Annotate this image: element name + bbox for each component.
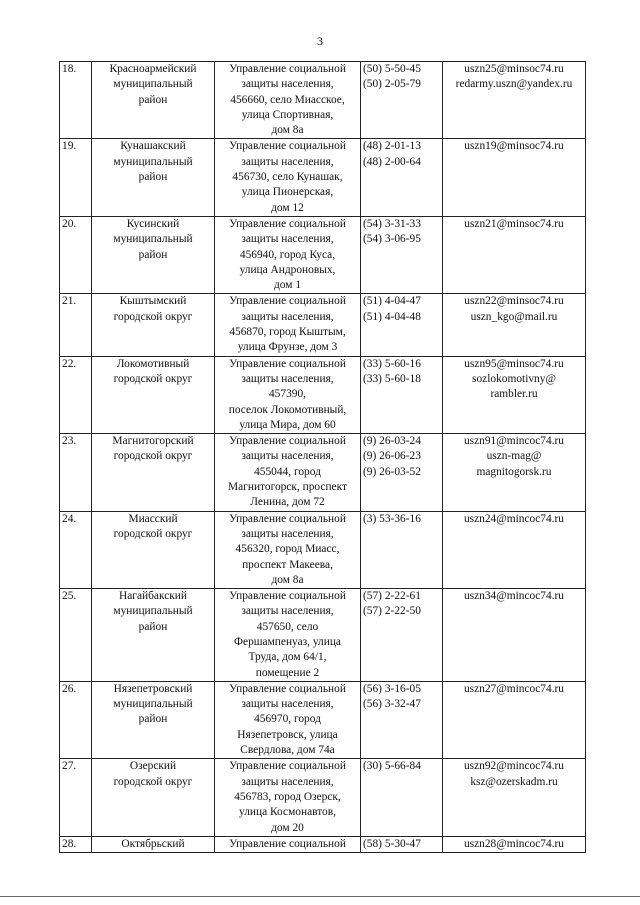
district-name-line: Нагайбакский <box>119 590 187 603</box>
phone-number: (9) 26-03-52 <box>363 465 421 478</box>
address-line: 457650, село <box>256 620 319 633</box>
phone-cell <box>361 511 443 588</box>
address-cell <box>215 216 361 293</box>
address-line: Нязепетровск, улица <box>237 728 338 741</box>
phone-number: (30) 5-66-84 <box>363 760 421 773</box>
address-line: защиты населения, <box>241 155 334 168</box>
phone-number: (33) 5-60-16 <box>363 357 421 370</box>
district-name-line: Красноармейский <box>109 63 197 75</box>
district-name-line: Озерский <box>129 760 177 773</box>
address-line: Управление социальной <box>229 140 346 153</box>
email-cell <box>443 62 586 139</box>
email-line: uszn95@minsoc74.ru <box>464 357 564 370</box>
phone-number: (57) 2-22-50 <box>363 605 421 618</box>
address-line: Управление социальной <box>229 357 346 370</box>
district-name-line: муниципальный <box>113 155 193 168</box>
district-name-cell <box>92 836 215 852</box>
phone-number: (9) 26-06-23 <box>363 450 421 463</box>
district-name-cell <box>92 511 215 588</box>
phone-number: (51) 4-04-48 <box>363 310 421 323</box>
district-name-cell <box>92 294 215 356</box>
phone-cell <box>361 836 443 852</box>
table-row <box>60 356 586 433</box>
table-row <box>60 434 586 511</box>
address-line: 456970, город <box>254 713 321 726</box>
address-cell <box>215 681 361 758</box>
address-line: Управление социальной <box>229 512 346 525</box>
address-line: 457390, <box>268 388 307 401</box>
email-cell <box>443 216 586 293</box>
district-name-line: район <box>138 171 168 184</box>
district-name-line: Нязепетровский <box>113 682 193 695</box>
email-line: uszn27@mincoc74.ru <box>463 682 564 695</box>
row-number: 21. <box>60 294 92 356</box>
address-cell <box>215 294 361 356</box>
row-number: 23. <box>60 434 92 511</box>
email-line: uszn28@mincoc74.ru <box>463 837 564 850</box>
table-row <box>60 62 586 139</box>
row-number: 22. <box>60 356 92 433</box>
address-cell <box>215 511 361 588</box>
district-name-line: Кусинский <box>126 217 180 230</box>
address-line: защиты населения, <box>241 310 334 323</box>
table-row <box>60 589 586 682</box>
table-row <box>60 139 586 216</box>
phone-number: (9) 26-03-24 <box>363 435 421 448</box>
email-line: uszn34@mincoc74.ru <box>463 590 564 603</box>
district-name-line: район <box>138 248 168 261</box>
address-line: Ленина, дом 72 <box>250 496 325 509</box>
phone-cell <box>361 681 443 758</box>
district-name-line: район <box>138 713 168 726</box>
address-line: Управление социальной <box>229 760 346 773</box>
district-name-cell <box>92 681 215 758</box>
phone-cell <box>361 216 443 293</box>
phone-cell <box>361 294 443 356</box>
email-cell <box>443 589 586 682</box>
district-name-cell <box>92 356 215 433</box>
district-name-line: Кунашакский <box>120 140 186 153</box>
address-line: Управление социальной <box>229 590 346 603</box>
address-line: защиты населения, <box>241 698 334 711</box>
table-row <box>60 681 586 758</box>
district-name-line: городской округ <box>113 527 193 540</box>
district-name-line: Октябрьский <box>121 837 185 850</box>
address-line: Управление социальной <box>229 837 346 850</box>
district-name-cell <box>92 434 215 511</box>
phone-number: (56) 3-32-47 <box>363 698 421 711</box>
address-line: дом 20 <box>271 821 304 834</box>
address-line: защиты населения, <box>241 527 334 540</box>
row-number: 28. <box>60 836 92 852</box>
row-number: 20. <box>60 216 92 293</box>
phone-number: (54) 3-06-95 <box>363 233 421 246</box>
district-name-cell <box>92 759 215 836</box>
address-line: Управление социальной <box>229 682 346 695</box>
phone-number: (54) 3-31-33 <box>363 217 421 230</box>
address-line: дом 12 <box>271 201 304 214</box>
address-line: защиты населения, <box>241 605 334 618</box>
email-cell <box>443 139 586 216</box>
row-number: 19. <box>60 139 92 216</box>
table-row <box>60 759 586 836</box>
address-cell <box>215 434 361 511</box>
district-name-line: муниципальный <box>113 233 193 246</box>
email-cell <box>443 511 586 588</box>
phone-number: (3) 53-36-16 <box>363 512 421 525</box>
district-name-cell <box>92 216 215 293</box>
address-line: проспект Макеева, <box>242 558 333 571</box>
email-line: uszn_kgo@mail.ru <box>470 310 558 323</box>
phone-number: (50) 5-50-45 <box>363 63 421 75</box>
email-line: uszn91@mincoc74.ru <box>463 435 564 448</box>
address-line: Управление социальной <box>229 63 346 75</box>
social-protection-directory-table <box>59 61 586 853</box>
district-name-cell <box>92 139 215 216</box>
address-line: защиты населения, <box>241 372 334 385</box>
email-cell <box>443 681 586 758</box>
address-line: защиты населения, <box>241 775 334 788</box>
row-number: 25. <box>60 589 92 682</box>
address-cell <box>215 356 361 433</box>
table-row <box>60 294 586 356</box>
address-cell <box>215 139 361 216</box>
address-line: Магнитогорск, проспект <box>228 481 347 494</box>
email-line: uszn-mag@ <box>486 450 542 463</box>
district-name-line: городской округ <box>113 310 193 323</box>
address-line: Управление социальной <box>229 435 346 448</box>
district-name-line: муниципальный <box>113 78 193 91</box>
phone-number: (48) 2-01-13 <box>363 140 421 153</box>
address-line: защиты населения, <box>241 78 334 91</box>
email-line: uszn22@minsoc74.ru <box>464 295 564 308</box>
address-line: Фершампенуаз, улица <box>234 635 341 648</box>
table-body <box>60 62 586 853</box>
phone-cell <box>361 356 443 433</box>
phone-cell <box>361 759 443 836</box>
email-cell <box>443 759 586 836</box>
address-line: 456783, город Озерск, <box>234 790 341 803</box>
email-line: uszn25@minsoc74.ru <box>464 63 564 75</box>
address-cell <box>215 62 361 139</box>
address-line: поселок Локомотивный, <box>228 403 347 416</box>
district-name-line: Магнитогорский <box>112 435 194 448</box>
phone-number: (50) 2-05-79 <box>363 78 421 91</box>
address-line: Управление социальной <box>229 217 346 230</box>
address-line: 456870, город Кыштым, <box>229 326 346 339</box>
address-cell <box>215 759 361 836</box>
row-number: 18. <box>60 62 92 139</box>
district-name-line: Локомотивный <box>116 357 190 370</box>
address-line: помещение 2 <box>255 666 320 679</box>
address-line: 456660, село Миасское, <box>230 93 345 106</box>
address-line: дом 8а <box>271 124 304 137</box>
phone-number: (33) 5-60-18 <box>363 372 421 385</box>
email-line: redarmy.uszn@yandex.ru <box>455 78 573 91</box>
address-line: защиты населения, <box>241 233 334 246</box>
address-line: 456320, город Миасс, <box>235 543 340 556</box>
address-line: улица Андроновых, <box>239 263 336 276</box>
address-line: Свердлова, дом 74а <box>240 744 335 757</box>
address-line: Управление социальной <box>229 295 346 308</box>
row-number: 26. <box>60 681 92 758</box>
district-name-cell <box>92 589 215 682</box>
address-cell <box>215 589 361 682</box>
phone-number: (57) 2-22-61 <box>363 590 421 603</box>
table-row <box>60 511 586 588</box>
district-name-line: муниципальный <box>113 698 193 711</box>
address-line: защиты населения, <box>241 450 334 463</box>
email-cell <box>443 836 586 852</box>
address-line: улица Мира, дом 60 <box>239 418 336 431</box>
row-number: 24. <box>60 511 92 588</box>
district-name-line: Миасский <box>128 512 178 525</box>
email-cell <box>443 434 586 511</box>
page-bottom-rule <box>0 896 640 897</box>
address-line: 456940, город Куса, <box>239 248 336 261</box>
address-line: улица Спортивная, <box>241 108 334 121</box>
address-line: Труда, дом 64/1, <box>248 651 327 664</box>
phone-number: (48) 2-00-64 <box>363 155 421 168</box>
phone-number: (56) 3-16-05 <box>363 682 421 695</box>
email-line: magnitogorsk.ru <box>476 465 552 478</box>
address-line: улица Фрунзе, дом 3 <box>237 341 338 354</box>
phone-number: (58) 5-30-47 <box>363 837 421 850</box>
district-name-cell <box>92 62 215 139</box>
district-name-line: городской округ <box>113 450 193 463</box>
email-line: uszn19@minsoc74.ru <box>464 140 564 153</box>
email-line: uszn92@mincoc74.ru <box>463 760 564 773</box>
email-line: rambler.ru <box>490 388 538 401</box>
district-name-line: район <box>138 93 168 106</box>
district-name-line: район <box>138 620 168 633</box>
email-line: uszn21@minsoc74.ru <box>464 217 564 230</box>
table-row <box>60 216 586 293</box>
district-name-line: Кыштымский <box>119 295 187 308</box>
email-cell <box>443 356 586 433</box>
email-line: sozlokomotivny@ <box>472 372 556 385</box>
phone-cell <box>361 434 443 511</box>
table-row <box>60 836 586 852</box>
email-line: uszn24@mincoc74.ru <box>463 512 564 525</box>
page-number: 3 <box>317 34 323 48</box>
address-line: улица Пионерская, <box>241 186 334 199</box>
district-name-line: городской округ <box>113 372 193 385</box>
address-line: дом 8а <box>271 573 304 586</box>
phone-cell <box>361 62 443 139</box>
address-line: улица Космонавтов, <box>239 806 336 819</box>
address-line: 456730, село Кунашак, <box>232 171 343 184</box>
address-cell <box>215 836 361 852</box>
email-line: ksz@ozerskadm.ru <box>470 775 558 788</box>
phone-number: (51) 4-04-47 <box>363 295 421 308</box>
address-line: дом 1 <box>273 279 302 292</box>
district-name-line: муниципальный <box>113 605 193 618</box>
email-cell <box>443 294 586 356</box>
row-number: 27. <box>60 759 92 836</box>
district-name-line: городской округ <box>113 775 193 788</box>
phone-cell <box>361 139 443 216</box>
address-line: 455044, город <box>254 465 321 478</box>
phone-cell <box>361 589 443 682</box>
